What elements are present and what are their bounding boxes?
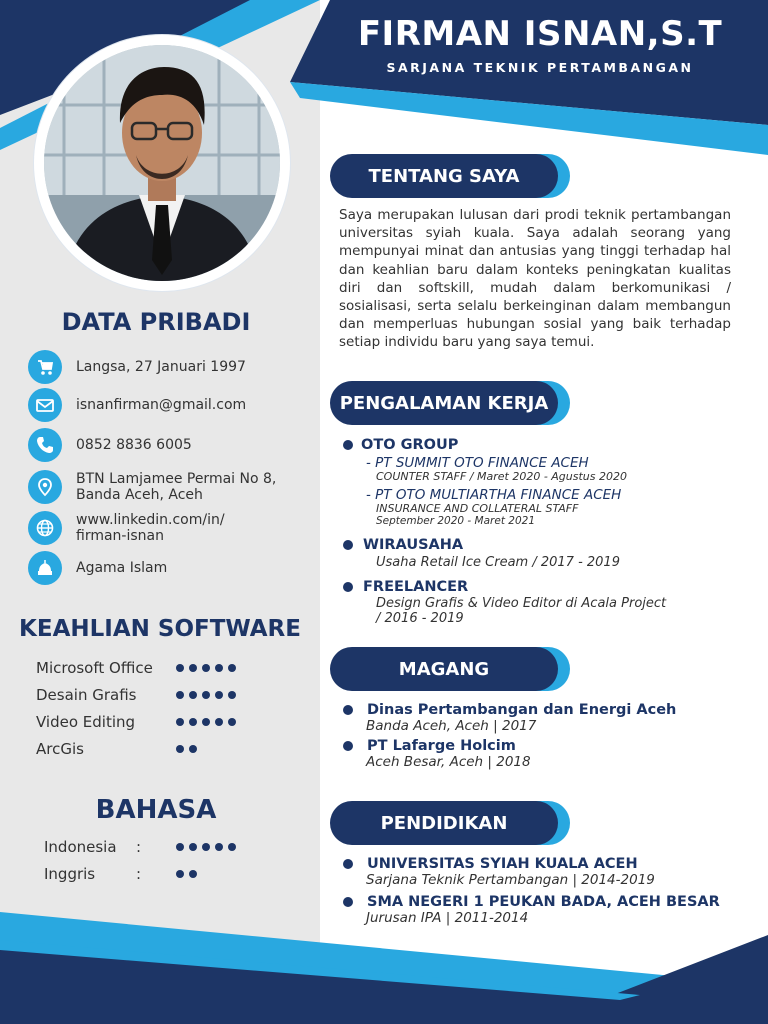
bullet — [343, 705, 353, 715]
software-label: Video Editing — [36, 713, 136, 731]
phone-icon — [28, 428, 62, 462]
oto-job1-company: - PT SUMMIT OTO FINANCE ACEH — [366, 455, 589, 471]
bullet — [343, 540, 353, 550]
level-dot — [176, 870, 184, 878]
language-title: BAHASA — [95, 795, 217, 825]
level-dot — [215, 843, 223, 851]
education-item — [343, 856, 655, 888]
oto-job2-date: September 2020 - Maret 2021 — [376, 515, 536, 527]
level-dot — [228, 691, 236, 699]
wirausaha-head: WIRAUSAHA — [363, 537, 464, 553]
wirausaha-item — [343, 537, 463, 553]
religion-row — [28, 551, 167, 585]
language-row — [44, 865, 197, 883]
freelancer-desc1: Design Grafis & Video Editor di Acala Project — [376, 596, 667, 611]
level-dot — [228, 843, 236, 851]
experience-heading — [330, 381, 570, 425]
skill-level-dots — [176, 691, 236, 699]
candidate-degree: SARJANA TEKNIK PERTAMBANGAN — [386, 60, 694, 75]
birth-text: Langsa, 27 Januari 1997 — [76, 359, 246, 375]
internship-item-head: Dinas Pertambangan dan Energi Aceh — [367, 702, 677, 718]
address-line2: Banda Aceh, Aceh — [76, 487, 203, 503]
skill-level-dots — [176, 745, 197, 753]
level-dot — [202, 843, 210, 851]
education-item-sub: Jurusan IPA | 2011-2014 — [366, 910, 529, 926]
language-label: Inggris — [44, 865, 96, 883]
level-dot — [215, 664, 223, 672]
email-row — [28, 388, 246, 422]
freelancer-desc2: / 2016 - 2019 — [376, 611, 464, 626]
internship-title: MAGANG — [330, 647, 558, 691]
level-dot — [176, 718, 184, 726]
software-row — [36, 659, 236, 677]
linkedin-line2[interactable]: firman-isnan — [76, 528, 164, 544]
address-text — [76, 471, 276, 503]
freelancer-head: FREELANCER — [363, 579, 469, 595]
internship-item-sub: Aceh Besar, Aceh | 2018 — [366, 754, 531, 770]
linkedin-row — [28, 511, 225, 545]
religion-text: Agama Islam — [76, 560, 168, 576]
oto-group-head: OTO GROUP — [361, 437, 459, 453]
level-dot — [189, 870, 197, 878]
internship-item-head: PT Lafarge Holcim — [367, 738, 516, 754]
education-item — [343, 894, 720, 926]
level-dot — [189, 691, 197, 699]
experience-title: PENGALAMAN KERJA — [330, 381, 558, 425]
language-colon: : — [136, 865, 142, 883]
wirausaha-desc: Usaha Retail Ice Cream / 2017 - 2019 — [376, 555, 620, 570]
internship-item — [343, 738, 531, 770]
level-dot — [189, 843, 197, 851]
oto-group-item — [343, 437, 458, 453]
phone-text: 0852 8836 6005 — [76, 437, 192, 453]
oto-job2-role: INSURANCE AND COLLATERAL STAFF — [376, 502, 579, 515]
level-dot — [228, 664, 236, 672]
level-dot — [228, 718, 236, 726]
education-item-head: UNIVERSITAS SYIAH KUALA ACEH — [367, 856, 638, 872]
mosque-icon — [28, 551, 62, 585]
software-title: KEAHLIAN SOFTWARE — [19, 616, 301, 642]
linkedin-text[interactable] — [76, 512, 225, 544]
software-row — [36, 740, 197, 758]
level-dot — [202, 664, 210, 672]
about-title: TENTANG SAYA — [330, 154, 558, 198]
linkedin-line1[interactable]: www.linkedin.com/in/ — [76, 512, 225, 528]
birth-row — [28, 350, 246, 384]
oto-job2-company: - PT OTO MULTIARTHA FINANCE ACEH — [366, 487, 622, 503]
level-dot — [176, 843, 184, 851]
internship-item — [343, 702, 676, 734]
level-dot — [215, 718, 223, 726]
personal-data-title: DATA PRIBADI — [61, 308, 251, 336]
education-item-head: SMA NEGERI 1 PEUKAN BADA, ACEH BESAR — [367, 894, 720, 910]
level-dot — [215, 691, 223, 699]
software-row — [36, 686, 236, 704]
language-row — [44, 838, 236, 856]
freelancer-item — [343, 579, 468, 595]
about-heading — [330, 154, 570, 198]
education-heading — [330, 801, 570, 845]
candidate-name: FIRMAN ISNAN,S.T — [357, 14, 723, 54]
bullet — [343, 741, 353, 751]
language-level-dots — [176, 870, 197, 878]
bullet — [343, 440, 353, 450]
stroller-icon — [28, 350, 62, 384]
level-dot — [176, 691, 184, 699]
software-row — [36, 713, 236, 731]
internship-item-sub: Banda Aceh, Aceh | 2017 — [366, 718, 537, 734]
level-dot — [189, 664, 197, 672]
level-dot — [202, 691, 210, 699]
level-dot — [189, 745, 197, 753]
language-level-dots — [176, 843, 236, 851]
address-row — [28, 470, 276, 504]
about-text: Saya merupakan lulusan dari prodi teknik pertambangan universitas syiah kuala. Saya adalah seorang yang mempunyai minat dan antusias yang tinggi terhadap hal dan keahlian baru dalam konteks peningkatan kualitas diri dan softskill, mudah dalam berkomunikasi / sosialisasi, serta selalu berkeinginan dalam membangun dan memperluas hubungan sosial yang baik terhadap setiap individu baru yang saya temui. — [339, 207, 731, 351]
education-item-sub: Sarjana Teknik Pertambangan | 2014-2019 — [366, 872, 655, 888]
bullet — [343, 582, 353, 592]
profile-photo — [44, 45, 280, 281]
software-label: ArcGis — [36, 740, 84, 758]
skill-level-dots — [176, 718, 236, 726]
language-label: Indonesia — [44, 838, 117, 856]
education-title: PENDIDIKAN — [330, 801, 558, 845]
language-colon: : — [136, 838, 142, 856]
bullet — [343, 897, 353, 907]
phone-row — [28, 428, 192, 462]
internship-heading — [330, 647, 570, 691]
email-text[interactable]: isnanfirman@gmail.com — [76, 397, 247, 413]
bullet — [343, 859, 353, 869]
address-line1: BTN Lamjamee Permai No 8, — [76, 471, 277, 487]
skill-level-dots — [176, 664, 236, 672]
location-pin-icon — [28, 470, 62, 504]
level-dot — [176, 664, 184, 672]
level-dot — [189, 718, 197, 726]
software-label: Microsoft Office — [36, 659, 153, 677]
globe-icon — [28, 511, 62, 545]
software-label: Desain Grafis — [36, 686, 137, 704]
level-dot — [202, 718, 210, 726]
level-dot — [176, 745, 184, 753]
email-icon — [28, 388, 62, 422]
oto-job1-role: COUNTER STAFF / Maret 2020 - Agustus 2020 — [376, 470, 628, 483]
